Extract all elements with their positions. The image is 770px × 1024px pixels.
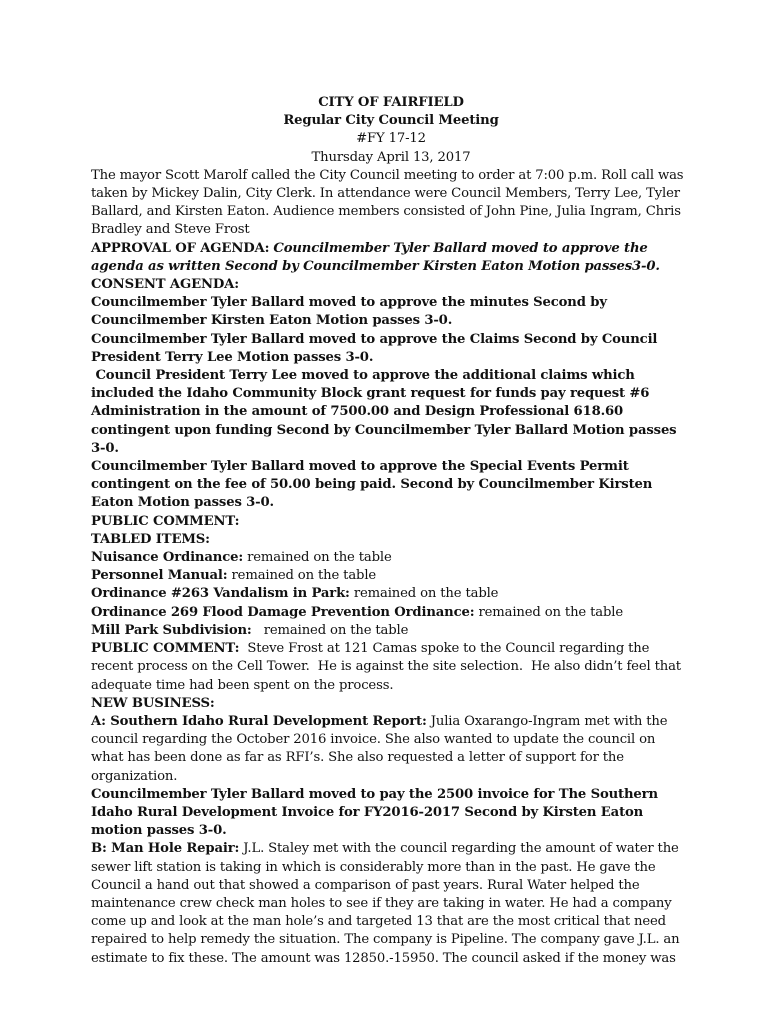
tabled-items-label: TABLED ITEMS: — [91, 531, 210, 547]
item-b-text: J.L. Staley met with the council regarding the amount of water the sewer lift station is taking in which is considerably more than in the past. He gave the Council a hand out that showed a comparison of past years. Rural Water helped the maintenance crew check man holes to see if they are taking in water. He had a company come up and look at the man hole’s and targeted 13 that are the most critical that need repaired to help remedy the situation. The company is Pipeline. The company gave J.L. an estimate to fix these. The amount was 12850.-15950. The council asked if the money was — [91, 841, 680, 966]
document-page — [91, 94, 691, 968]
tabled-item-status: remained on the table — [474, 604, 623, 620]
tabled-item — [91, 585, 691, 603]
consent-motion: Councilmember Tyler Ballard moved to approve the minutes Second by Councilmember Kirsten Eaton Motion passes 3-0. — [91, 295, 607, 329]
consent-agenda-label: CONSENT AGENDA: — [91, 277, 239, 293]
tabled-item-status: remained on the table — [243, 550, 392, 566]
consent-motion: Council President Terry Lee moved to approve the additional claims which included the Idaho Community Block grant request for funds pay request #6 Administration in the amount of 7500.00 and Design Professional 618.60 contingent upon funding Second by Councilmember Tyler Ballard Motion passes 3-0. — [91, 368, 681, 456]
item-a-motion: Councilmember Tyler Ballard moved to pay the 2500 invoice for The Southern Idaho Rural Development Invoice for FY2016-2017 Second by Kirsten Eaton motion passes 3-0. — [91, 786, 658, 839]
agenda-approval — [91, 240, 691, 276]
tabled-item-name: Nuisance Ordinance: — [91, 550, 244, 566]
public-comment-paragraph — [91, 640, 691, 695]
new-business-item-b — [91, 840, 691, 967]
tabled-item — [91, 622, 691, 640]
tabled-item-name: Mill Park Subdivision: — [91, 622, 252, 638]
tabled-item — [91, 604, 691, 622]
tabled-item-name: Ordinance #263 Vandalism in Park: — [91, 586, 350, 602]
tabled-item-status: remained on the table — [227, 568, 377, 584]
intro-paragraph: The mayor Scott Marolf called the City Council meeting to order at 7:00 p.m. Roll call was taken by Mickey Dalin, City Clerk. In attendance were Council Members, Terry Lee, Tyler Ballard, and Kirsten Eaton. Audience members consisted of John Pine, Julia Ingram, Chris Bradley and Steve Frost — [91, 167, 684, 238]
meeting-title: Regular City Council Meeting — [283, 113, 499, 129]
public-comment-text: Steve Frost at 121 Camas spoke to the Council regarding the recent process on the Cell Tower. He is against the site selection. He also didn’t feel that adequate time had been spent on the process. — [91, 641, 685, 693]
meeting-number: #FY 17-12 — [356, 131, 426, 147]
city-title: CITY OF FAIRFIELD — [318, 95, 464, 110]
item-b-label: B: Man Hole Repair: — [91, 841, 240, 857]
tabled-item-status: remained on the table — [349, 586, 499, 602]
tabled-item — [91, 567, 691, 585]
item-a-text: Julia Oxarango-Ingram met with the council regarding the October 2016 invoice. She also wanted to update the council on what has been done as far as RFI’s. She also requested a letter of support for the organization. — [91, 713, 668, 784]
new-business-item-a — [91, 713, 691, 786]
agenda-motion: Councilmember Tyler Ballard moved to approve the agenda as written Second by Councilmember Kirsten Eaton Motion passes3-0. — [91, 240, 660, 274]
tabled-item-name: Ordinance 269 Flood Damage Prevention Ordinance: — [91, 604, 475, 620]
consent-motion: Councilmember Tyler Ballard moved to approve the Claims Second by Council President Terry Lee Motion passes 3-0. — [91, 331, 658, 365]
item-a-label: A: Southern Idaho Rural Development Report: — [91, 713, 427, 729]
public-comment-label: PUBLIC COMMENT: — [91, 513, 240, 529]
tabled-item-name: Personnel Manual: — [91, 568, 228, 584]
consent-motion: Councilmember Tyler Ballard moved to approve the Special Events Permit contingent on the fee of 50.00 being paid. Second by Councilmember Kirsten Eaton Motion passes 3-0. — [91, 459, 653, 511]
public-comment-label: PUBLIC COMMENT: — [91, 641, 240, 657]
new-business-label: NEW BUSINESS: — [91, 695, 215, 711]
tabled-item — [91, 549, 691, 567]
meeting-date: Thursday April 13, 2017 — [311, 149, 471, 165]
agenda-label: APPROVAL OF AGENDA: — [91, 240, 270, 256]
tabled-item-status: remained on the table — [251, 622, 409, 638]
